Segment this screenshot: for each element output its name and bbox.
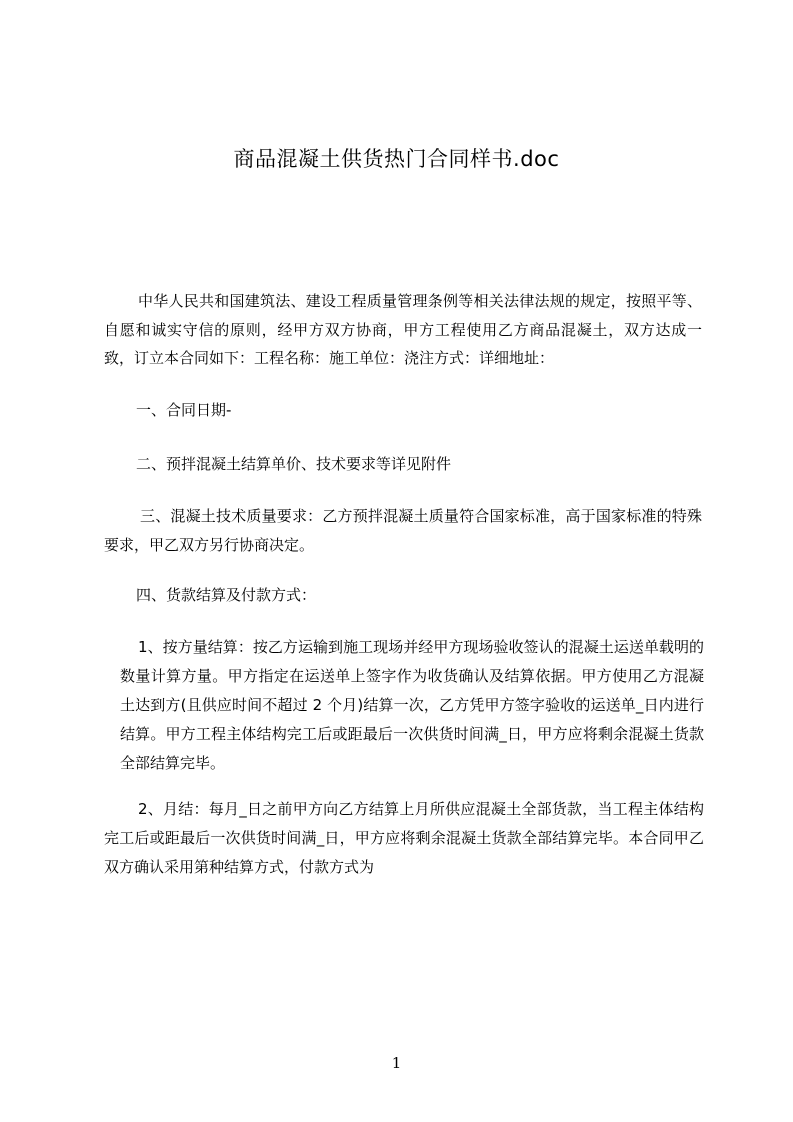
document-title: 商品混凝土供货热门合同样书.doc xyxy=(233,147,560,171)
section-1-heading: 一、合同日期- xyxy=(136,401,232,419)
section-2-heading: 二、预拌混凝土结算单价、技术要求等详见附件 xyxy=(136,455,452,473)
intro-paragraph: 中华人民共和国建筑法、建设工程质量管理条例等相关法律法规的规定，按照平等、自愿和诚实守信的原则，经甲方双方协商，甲方工程使用乙方商品混凝土，双方达成一致，订立本合同如下：工程名称：施工单位：浇注方式：详细地址： xyxy=(104,292,702,367)
page-number: 1 xyxy=(391,1054,402,1072)
section-4-heading: 四、货款结算及付款方式： xyxy=(136,586,317,604)
section-3-paragraph: 三、混凝土技术质量要求：乙方预拌混凝土质量符合国家标准，高于国家标准的特殊要求，甲乙双方另行协商决定。 xyxy=(104,507,702,554)
section-4-item-1: 1、按方量结算：按乙方运输到施工现场并经甲方现场验收签认的混凝土运送单载明的数量计算方量。甲方指定在运送单上签字作为收货确认及结算依据。甲方使用乙方混凝土达到方(且供应时间不超过 2 个月)结算一次，乙方凭甲方签字验收的运送单_日内进行结算。甲方工程主体结构完工后或距最后一次供货时间满_日，甲方应将剩余混凝土货款全部结算完毕。 xyxy=(120,638,704,772)
section-4-item-2: 2、月结：每月_日之前甲方向乙方结算上月所供应混凝土全部货款，当工程主体结构完工后或距最后一次供货时间满_日，甲方应将剩余混凝土货款全部结算完毕。本合同甲乙双方确认采用第种结算方式，付款方式为 xyxy=(104,800,704,876)
